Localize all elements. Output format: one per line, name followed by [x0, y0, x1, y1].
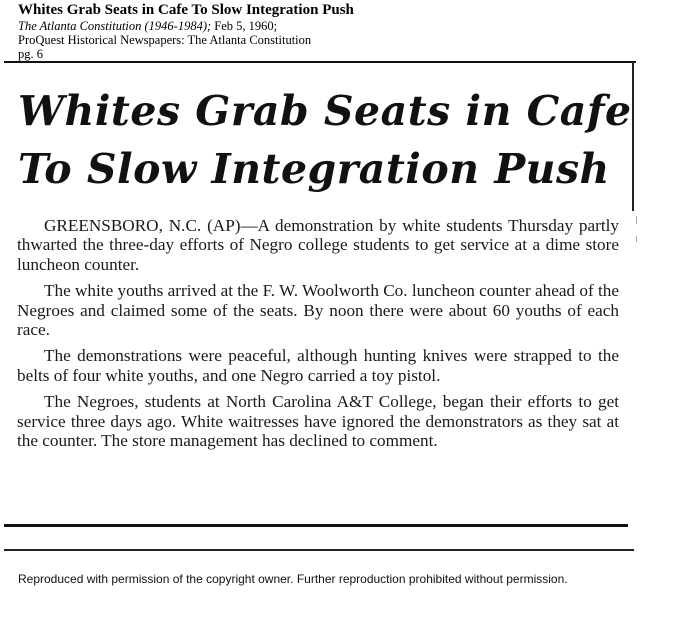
column-rule — [632, 61, 634, 211]
citation-source — [18, 19, 658, 33]
article-paragraph-2: The white youths arrived at the F. W. Woolworth Co. luncheon counter ahead of the Negroes and claimed some of the seats. By noon there were about 60 youths of each race. — [17, 281, 619, 340]
copyright-notice: Reproduced with permission of the copyright owner. Further reproduction prohibited without permission. — [18, 572, 568, 586]
headline-line-1: Whites Grab Seats in Cafe — [18, 87, 632, 135]
top-rule — [4, 61, 636, 63]
citation-date: Feb 5, 1960; — [211, 19, 278, 33]
citation-page: pg. 6 — [18, 47, 43, 61]
edge-mark — [636, 236, 637, 242]
citation-database: ProQuest Historical Newspapers: The Atlanta Constitution — [18, 33, 312, 47]
article-paragraph-1: GREENSBORO, N.C. (AP)—A demonstration by white students Thursday partly thwarted the three-day efforts of Negro college students to get service at a dime store luncheon counter. — [17, 216, 619, 274]
citation-publication: The Atlanta Constitution (1946-1984); — [18, 19, 212, 33]
headline-line-2: To Slow Integration Push — [18, 145, 610, 193]
citation-title: Whites Grab Seats in Cafe To Slow Integration Push — [18, 2, 354, 18]
edge-mark — [636, 216, 637, 224]
article-headline — [18, 82, 632, 198]
separator-rule — [4, 549, 634, 551]
citation-header — [18, 2, 658, 61]
article-body — [17, 216, 619, 457]
article-paragraph-4: The Negroes, students at North Carolina A&T College, began their efforts to get service three days ago. White waitresses have ignored the demonstrators as they sat at the counter. The store management has declined to comment. — [17, 392, 619, 451]
article-paragraph-3: The demonstrations were peaceful, although hunting knives were strapped to the belts of four white youths, and one Negro carried a toy pistol. — [17, 346, 619, 385]
bottom-rule — [4, 524, 628, 527]
